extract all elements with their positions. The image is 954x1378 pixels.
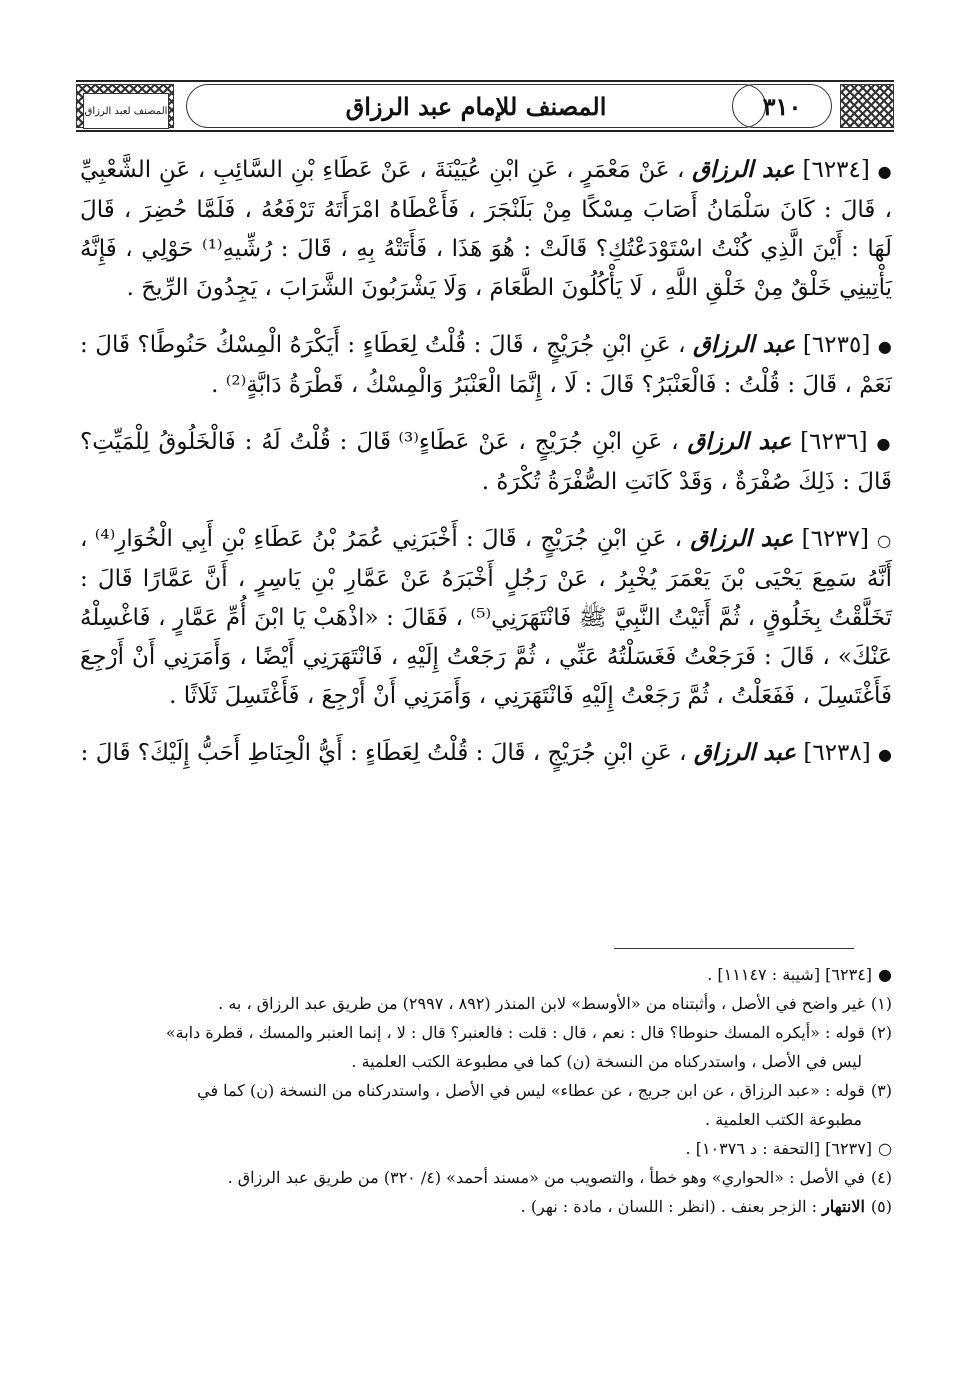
hadith-6237 bbox=[80, 519, 892, 716]
hadith-6238 bbox=[80, 733, 892, 774]
hadith-text: ، عَنِ ابْنِ جُرَيْجٍ ، قَالَ : أَخْبَرَنِي عُمَرُ بْنُ عَطَاءِ بْنِ أَبِي الْخُوَارِ⁽⁴⁾ ، أَنَّهُ سَمِعَ يَحْيَى بْنَ يَعْمَرَ يُخْبِرُ ، عَنْ رَجُلٍ أَخْبَرَهُ عَنْ عَمَّارِ بْنِ يَاسِرٍ ، أَنَّ عَمَّارًا قَالَ : تَخَلَّقْتُ بِخَلُوقٍ ، ثُمَّ أَتَيْتُ النَّبِيَّ ﷺ فَانْتَهَرَنِي⁽⁵⁾ ، فَقَالَ : «اذْهَبْ يَا ابْنَ أُمِّ عَمَّارٍ ، فَاغْسِلْهُ عَنْكَ» ، قَالَ : فَرَجَعْتُ فَغَسَلْتُهُ عَنِّي ، ثُمَّ رَجَعْتُ إِلَيْهِ ، فَانْتَهَرَنِي أَيْضًا ، وَأَمَرَنِي أَنْ أَرْجِعَ فَأَغْتَسِلَ ، فَفَعَلْتُ ، ثُمَّ رَجَعْتُ إِلَيْهِ فَانْتَهَرَنِي ، وَأَمَرَنِي أَنْ أَرْجِعَ ، فَأَغْتَسِلَ ثَلَاثًا . bbox=[80, 526, 892, 709]
hollow-bullet-icon: ○ bbox=[878, 1139, 892, 1158]
book-emblem: المصنف لعبد الرزاق bbox=[83, 93, 169, 129]
footnote-1 bbox=[80, 989, 892, 1018]
footnote-text: قوله : «عبد الرزاق ، عن ابن جريج ، عن عطاء» ليس في الأصل ، واستدركناه من النسخة (ن) كما في bbox=[197, 1081, 865, 1100]
filled-bullet-icon: ● bbox=[877, 337, 892, 356]
footnote-ref-6237 bbox=[80, 1134, 892, 1163]
main-text bbox=[80, 150, 892, 791]
filled-bullet-icon: ● bbox=[878, 745, 892, 764]
header-ornament-right bbox=[840, 84, 894, 128]
footnote-continuation: ليس في الأصل ، واستدركناه من النسخة (ن) كما في مطبوعة الكتب العلمية . bbox=[351, 1052, 862, 1071]
hadith-number: [٦٢٣٧] bbox=[801, 526, 869, 552]
header-rule-bottom bbox=[76, 130, 894, 132]
footnote-text: قوله : «أيكره المسك حنوطا؟ قال : نعم ، قال : قلت : فالعنبر؟ قال : لا ، إنما العنبر والمسك ، قطرة دابة» bbox=[165, 1023, 865, 1042]
footnote-5 bbox=[80, 1192, 892, 1221]
filled-bullet-icon: ● bbox=[877, 162, 892, 181]
footnote-text: [٦٢٣٤] [شيبة : ١١١٤٧] . bbox=[707, 965, 873, 984]
hadith-number: [٦٢٣٦] bbox=[800, 429, 868, 455]
footnote-label: (٤) bbox=[870, 1168, 892, 1187]
book-title: المصنف للإمام عبد الرزاق bbox=[186, 84, 766, 128]
hadith-number: [٦٢٣٥] bbox=[802, 332, 871, 358]
author-name: عبد الرزاق bbox=[692, 156, 795, 183]
hadith-number: [٦٢٣٨] bbox=[803, 740, 871, 766]
hadith-text: ، عَنِ ابْنِ جُرَيْجٍ ، عَنْ عَطَاءٍ⁽³⁾ قَالَ : قُلْتُ لَهُ : فَالْخَلُوقُ لِلْمَيِّتِ؟ قَالَ : ذَلِكَ صُفْرَةٌ ، وَقَدْ كَانَتِ الصُّفْرَةُ تُكْرَهُ . bbox=[80, 429, 892, 495]
footnotes bbox=[80, 960, 892, 1221]
footnote-4 bbox=[80, 1163, 892, 1192]
footnote-text: في الأصل : «الحواري» وهو خطأ ، والتصويب من «مسند أحمد» (٤/ ٣٢٠) من طريق عبد الرزاق . bbox=[227, 1168, 865, 1187]
header-ornament-left bbox=[76, 84, 174, 128]
page-number: ٣١٠ bbox=[732, 84, 832, 128]
footnote-3 bbox=[80, 1076, 892, 1134]
hadith-text: ، عَنِ ابْنِ جُرَيْجٍ ، قَالَ : قُلْتُ لِعَطَاءٍ : أَيَكْرَهُ الْمِسْكُ حَنُوطًا؟ قَالَ : نَعَمْ ، قَالَ : قُلْتُ : فَالْعَنْبَرُ؟ قَالَ : لَا ، إِنَّمَا الْعَنْبَرُ وَالْمِسْكُ ، قَطْرَةُ دَابَّةٍ⁽²⁾ . bbox=[80, 332, 892, 398]
footnote-label: (٥) bbox=[870, 1197, 892, 1216]
hadith-6236 bbox=[80, 422, 892, 502]
running-header bbox=[76, 80, 894, 132]
author-name: عبد الرزاق bbox=[690, 525, 794, 552]
hadith-6235 bbox=[80, 325, 892, 405]
author-name: عبد الرزاق bbox=[687, 428, 792, 455]
filled-bullet-icon: ● bbox=[876, 434, 893, 453]
hadith-6234 bbox=[80, 150, 892, 308]
hollow-bullet-icon: ○ bbox=[877, 531, 893, 550]
footnote-separator bbox=[614, 948, 854, 949]
footnote-label: (٢) bbox=[870, 1023, 892, 1042]
hadith-number: [٦٢٣٤] bbox=[802, 157, 870, 183]
footnote-label: (٣) bbox=[870, 1081, 892, 1100]
footnote-continuation: مطبوعة الكتب العلمية . bbox=[705, 1110, 862, 1129]
author-name: عبد الرزاق bbox=[693, 739, 797, 766]
hadith-text: ، عَنْ مَعْمَرٍ ، عَنِ ابْنِ عُيَيْنَةَ ، عَنْ عَطَاءِ بْنِ السَّائِبِ ، عَنِ الشَّعْبِيِّ ، قَالَ : كَانَ سَلْمَانُ أَصَابَ مِسْكًا مِنْ بَلَنْجَرَ ، فَأَعْطَاهُ امْرَأَتَهُ تَرْفَعُهُ ، فَلَمَّا حُضِرَ ، قَالَ لَهَا : أَيْنَ الَّذِي كُنْتُ اسْتَوْدَعْتُكِ؟ قَالَتْ : هُوَ هَذَا ، فَأَتَتْهُ بِهِ ، قَالَ : رُشِّيهِ⁽¹⁾ حَوْلِي ، فَإِنَّهُ يَأْتِينِي خَلْقٌ مِنْ خَلْقِ اللَّهِ ، لَا يَأْكُلُونَ الطَّعَامَ ، وَلَا يَشْرَبُونَ الشَّرَابَ ، يَجِدُونَ الرِّيحَ . bbox=[80, 157, 892, 301]
footnote-ref-6234 bbox=[80, 960, 892, 989]
footnote-text: غير واضح في الأصل ، وأثبتناه من «الأوسط» لابن المنذر (٨٩٢ ، ٢٩٩٧) من طريق عبد الرزاق ، به . bbox=[218, 994, 865, 1013]
header-rule-top bbox=[76, 80, 894, 82]
hadith-text: ، عَنِ ابْنِ جُرَيْجٍ ، قَالَ : قُلْتُ لِعَطَاءٍ : أَيُّ الْحِنَاطِ أَحَبُّ إِلَيْكَ؟ قَالَ : bbox=[80, 740, 687, 766]
footnote-text: : الزجر بعنف . (انظر : اللسان ، مادة : نهر) . bbox=[520, 1197, 817, 1216]
footnote-2 bbox=[80, 1018, 892, 1076]
filled-bullet-icon: ● bbox=[878, 965, 892, 984]
footnote-label: (١) bbox=[870, 994, 892, 1013]
author-name: عبد الرزاق bbox=[693, 331, 796, 358]
footnote-text: [٦٢٣٧] [التحفة : د ١٠٣٧٦] . bbox=[685, 1139, 873, 1158]
footnote-term: الانتهار bbox=[822, 1197, 865, 1216]
